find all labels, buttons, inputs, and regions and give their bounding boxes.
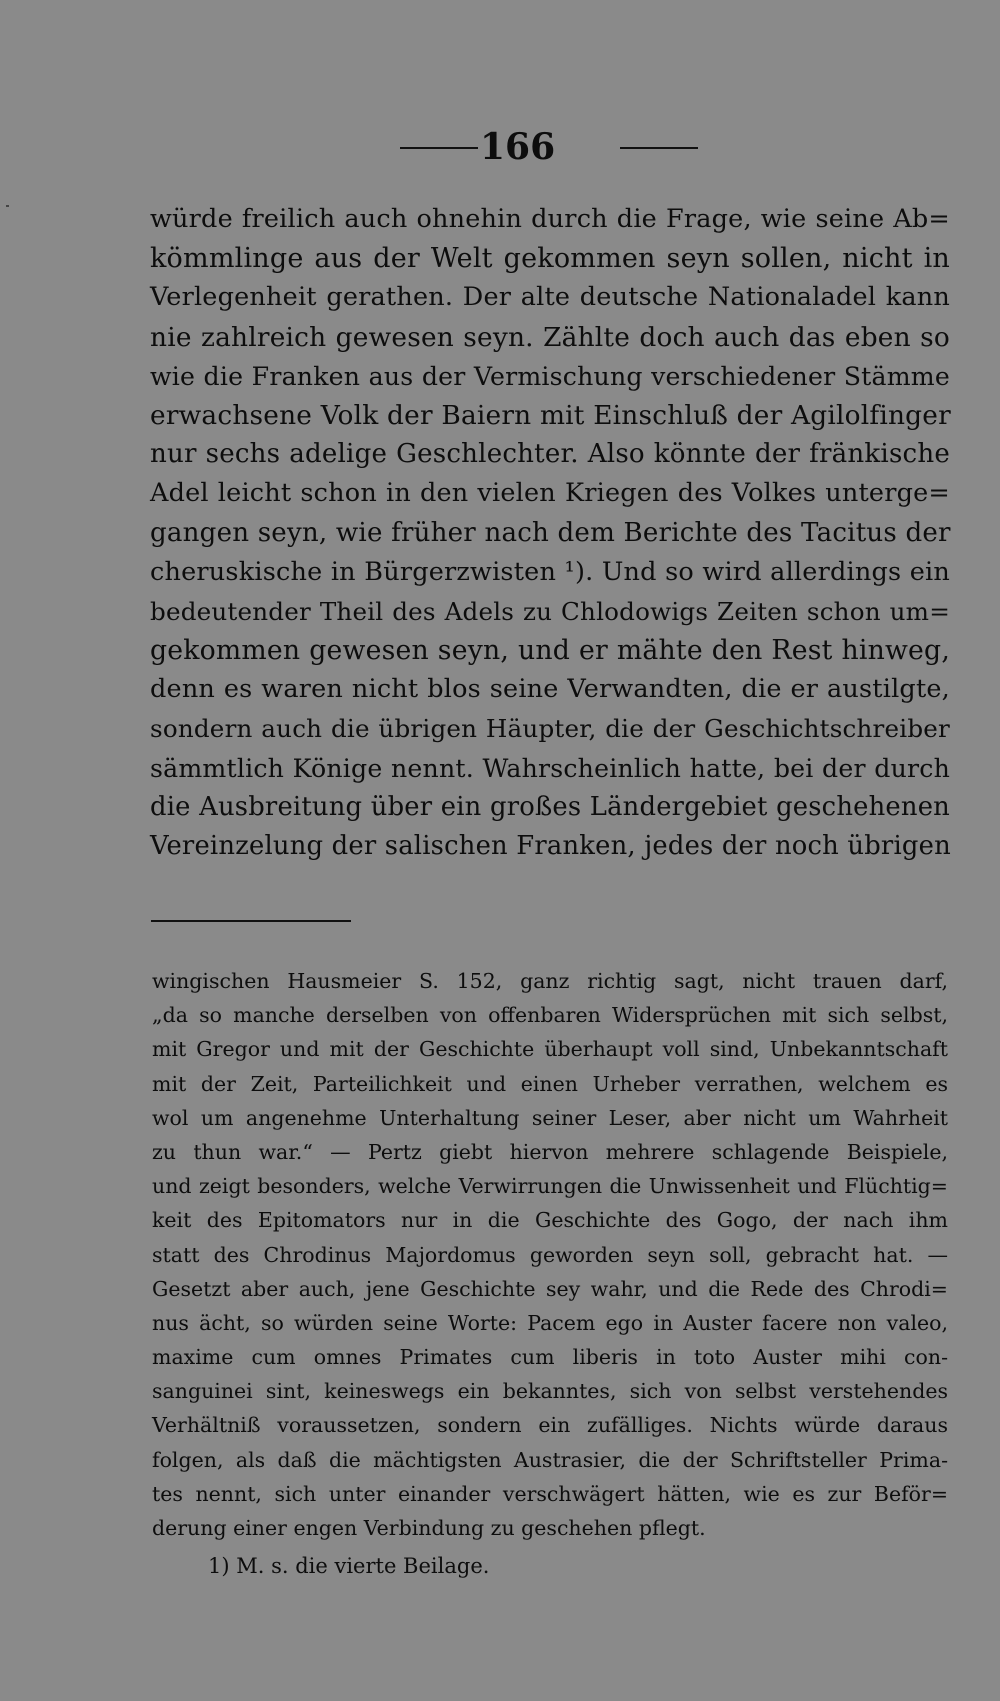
body-line: sämmtlich Könige nennt. Wahrscheinlich hatte, bei der durch <box>150 753 950 783</box>
header-rule-left <box>400 147 478 149</box>
footnote-line: wingischen Hausmeier S. 152, ganz richtig sagt, nicht trauen darf, <box>152 969 948 993</box>
body-line: würde freilich auch ohnehin durch die Frage, wie seine Ab= <box>150 204 950 234</box>
footnote-line: mit Gregor und mit der Geschichte überhaupt voll sind, Unbekanntschaft <box>152 1037 948 1062</box>
header-rule-right <box>620 147 698 149</box>
footnote-line: maxime cum omnes Primates cum liberis in toto Auster mihi con- <box>152 1345 948 1370</box>
footnote-line: keit des Epitomators nur in die Geschichte des Gogo, der nach ihm <box>152 1208 948 1233</box>
body-line: bedeutender Theil des Adels zu Chlodowigs Zeiten schon um= <box>150 596 950 626</box>
body-line: kömmlinge aus der Welt gekommen seyn sollen, nicht in <box>150 243 950 275</box>
body-line: nur sechs adelige Geschlechter. Also könnte der fränkische <box>150 439 950 470</box>
footnote-line: sanguinei sint, keineswegs ein bekanntes, sich von selbst verstehendes <box>152 1379 948 1404</box>
footnote-line: nus ächt, so würden seine Worte: Pacem ego in Auster facere non valeo, <box>152 1310 948 1335</box>
body-text <box>150 200 950 866</box>
footnote-text <box>152 964 948 1545</box>
body-line: nie zahlreich gewesen seyn. Zählte doch auch das eben so <box>150 321 950 353</box>
body-line: Verlegenheit gerathen. Der alte deutsche Nationaladel kann <box>150 282 950 313</box>
footnote-line: folgen, als daß die mächtigsten Austrasier, die der Schriftsteller Prima- <box>152 1447 948 1472</box>
footnote-line: derung einer engen Verbindung zu geschehen pflegt. <box>152 1516 706 1540</box>
page-header <box>0 122 1000 172</box>
footnote-line: mit der Zeit, Parteilichkeit und einen Urheber verrathen, welchem es <box>152 1071 948 1096</box>
body-line: Vereinzelung der salischen Franken, jedes der noch übrigen <box>150 831 951 861</box>
footnote-line: und zeigt besonders, welche Verwirrungen die Unwissenheit und Flüchtig= <box>152 1174 948 1199</box>
footnote-line: zu thun war.“ — Pertz giebt hiervon mehrere schlagende Beispiele, <box>152 1139 948 1164</box>
body-line: wie die Franken aus der Vermischung verschiedener Stämme <box>150 361 950 391</box>
footnote-reference: 1) M. s. die vierte Beilage. <box>208 1554 490 1578</box>
body-line: gangen seyn, wie früher nach dem Berichte des Tacitus der <box>150 517 951 548</box>
body-line: denn es waren nicht blos seine Verwandten, die er austilgte, <box>150 674 950 705</box>
footnote-line: statt des Chrodinus Majordomus geworden seyn soll, gebracht hat. — <box>152 1242 948 1267</box>
footnote-line: „da so manche derselben von offenbaren Widersprüchen mit sich selbst, <box>152 1003 948 1028</box>
footnote-line: Verhältniß voraussetzen, sondern ein zufälliges. Nichts würde daraus <box>152 1413 948 1438</box>
body-line: die Ausbreitung über ein großes Ländergebiet geschehenen <box>150 791 950 822</box>
scan-speck <box>6 205 9 207</box>
footnote-divider <box>151 920 351 922</box>
body-line: erwachsene Volk der Baiern mit Einschluß der Agilolfinger <box>150 399 951 431</box>
body-line: Adel leicht schon in den vielen Kriegen des Volkes unterge= <box>150 478 950 509</box>
body-line: gekommen gewesen seyn, und er mähte den Rest hinweg, <box>150 635 950 667</box>
body-line: cheruskische in Bürgerzwisten ¹). Und so wird allerdings ein <box>150 556 950 587</box>
page-number: 166 <box>480 126 556 168</box>
footnote-line: wol um angenehme Unterhaltung seiner Leser, aber nicht um Wahrheit <box>152 1105 948 1130</box>
footnote-line: tes nennt, sich unter einander verschwägert hätten, wie es zur Beför= <box>152 1481 948 1506</box>
footnote-line: Gesetzt aber auch, jene Geschichte sey wahr, und die Rede des Chrodi= <box>152 1276 948 1301</box>
body-line: sondern auch die übrigen Häupter, die der Geschichtschreiber <box>150 714 950 744</box>
